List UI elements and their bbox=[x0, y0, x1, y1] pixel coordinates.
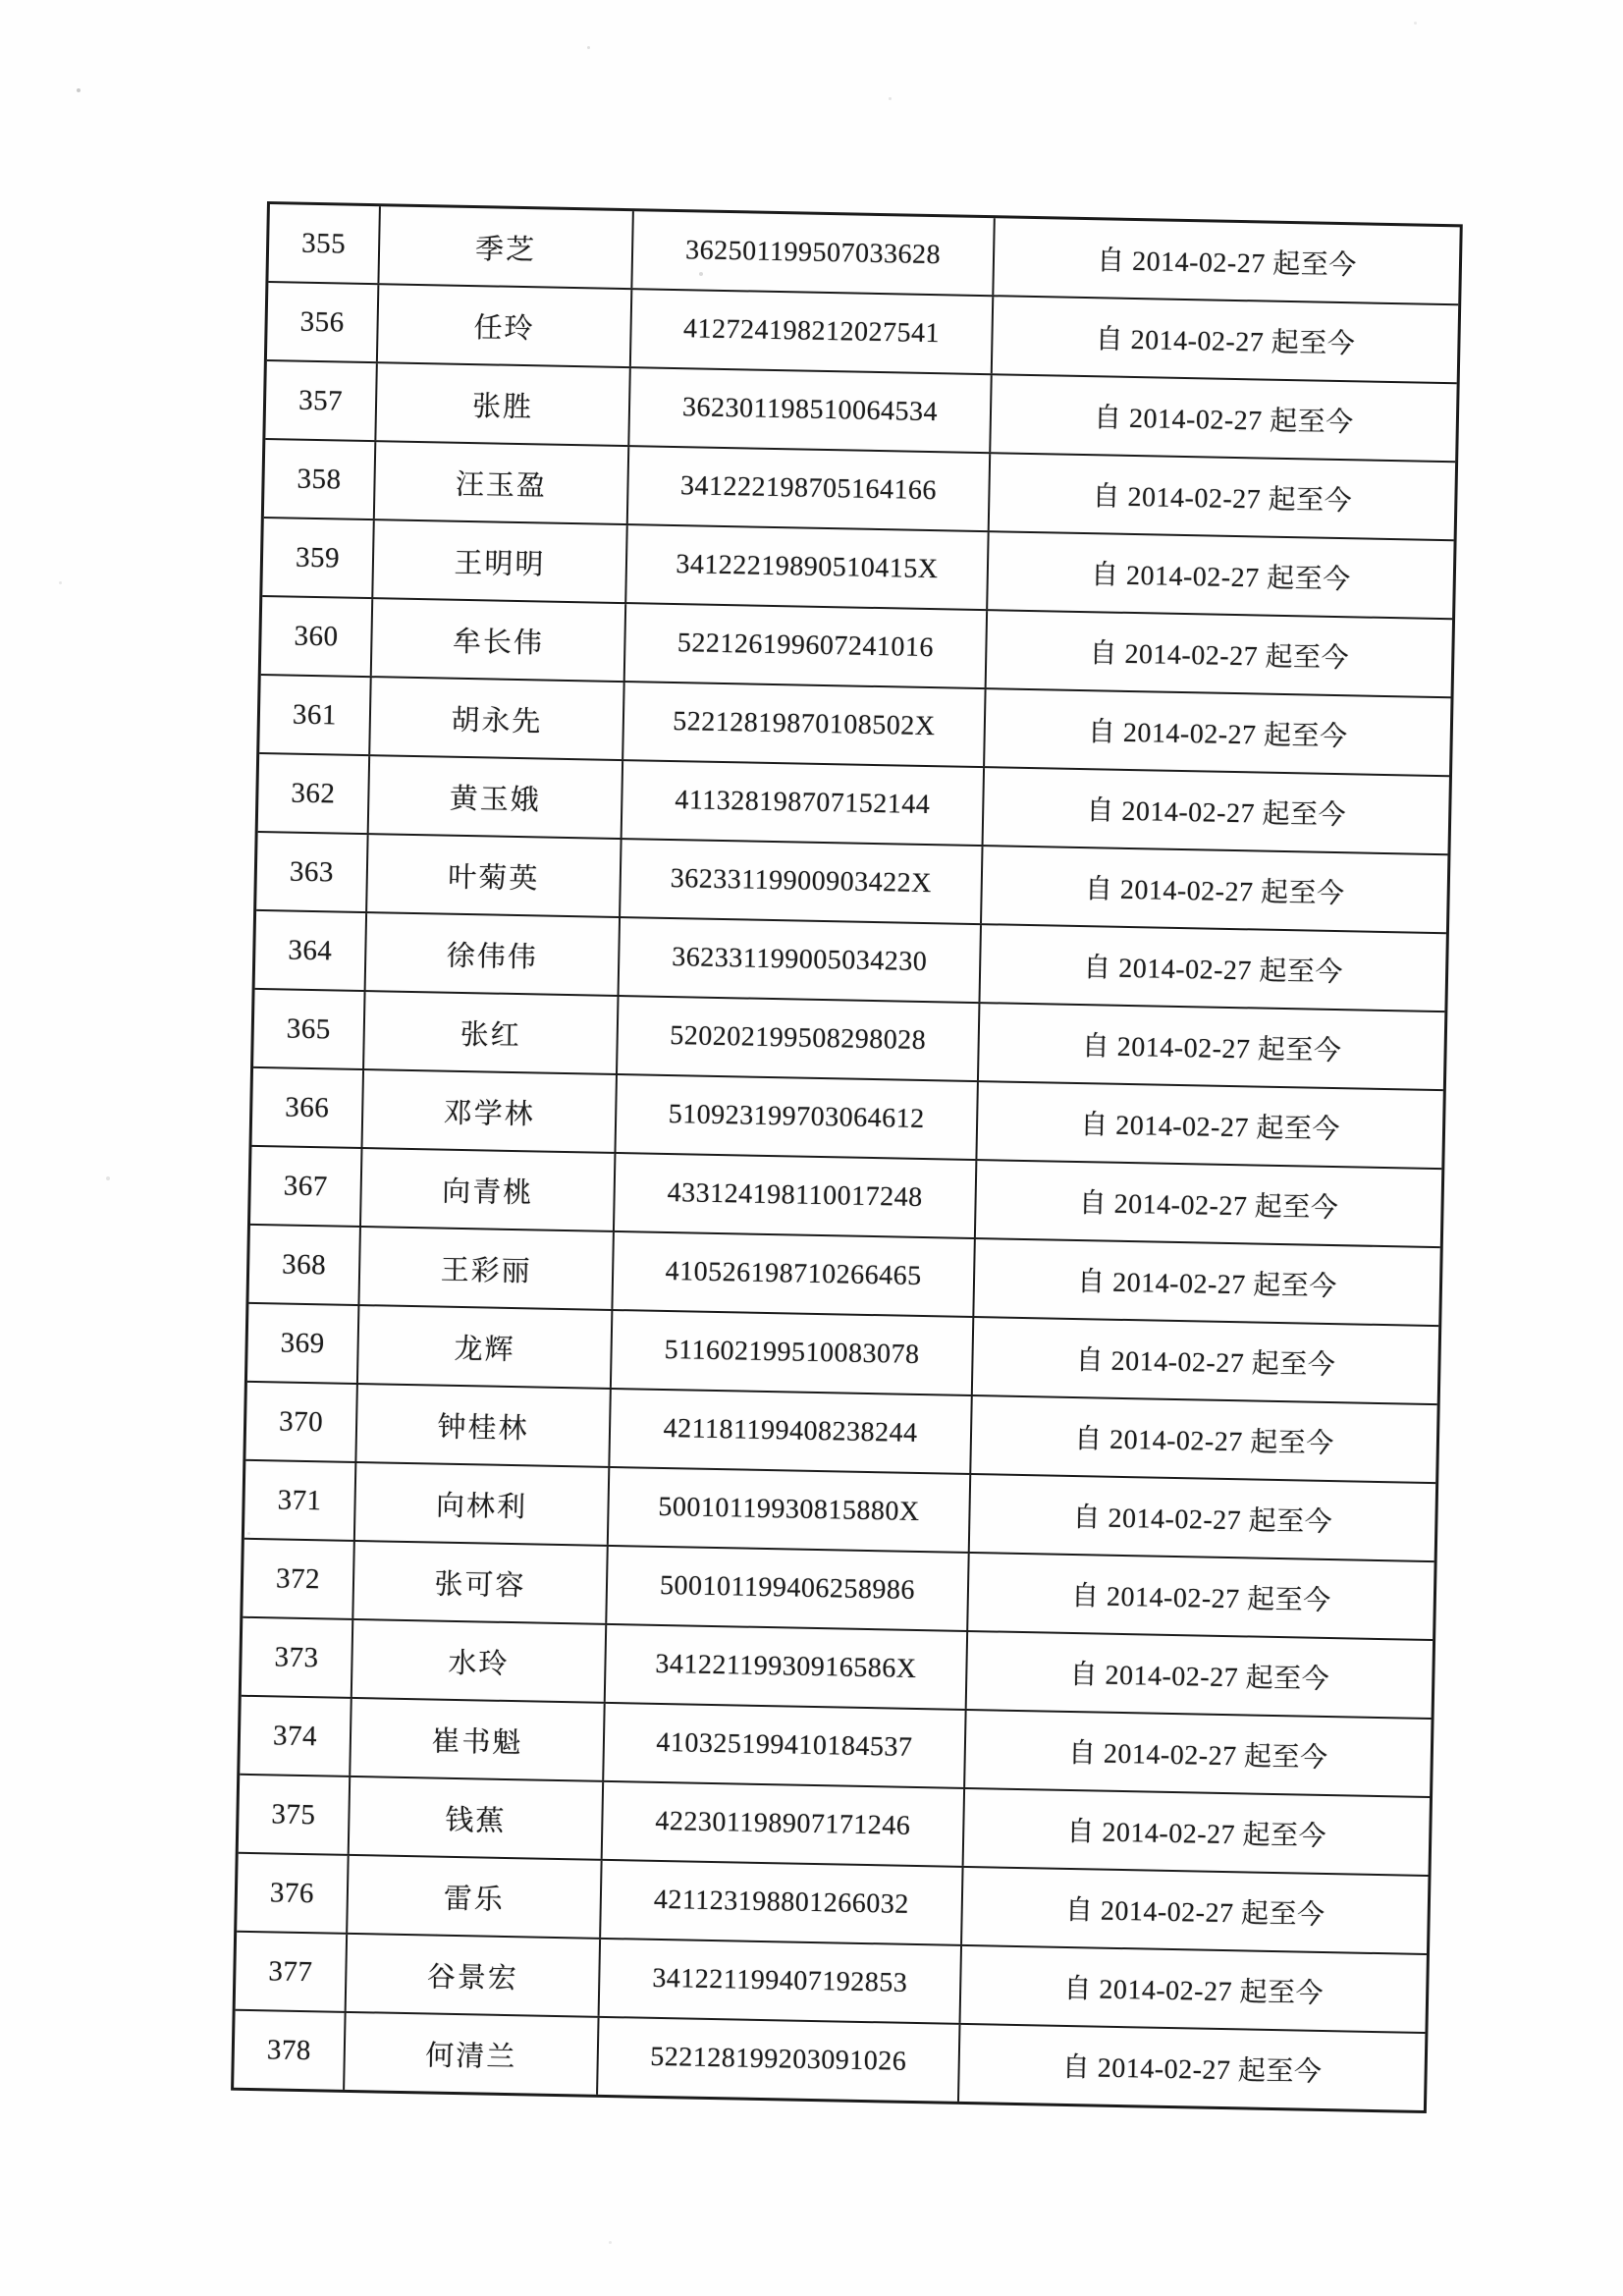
row-number-cell: 356 bbox=[267, 283, 379, 361]
row-number-cell: 375 bbox=[239, 1776, 351, 1854]
scan-speck bbox=[889, 97, 892, 100]
row-number-cell: 378 bbox=[234, 2011, 346, 2090]
validity-period-cell: 自 2014-02-27 起至今 bbox=[1095, 324, 1356, 360]
person-name-cell: 任玲 bbox=[378, 285, 632, 366]
id-number-cell: 511602199510083078 bbox=[612, 1311, 974, 1394]
id-number-cell: 412724198212027541 bbox=[631, 290, 994, 373]
scan-speck bbox=[587, 46, 590, 49]
person-name-cell: 叶菊英 bbox=[367, 835, 622, 916]
validity-period-cell: 自 2014-02-27 起至今 bbox=[1096, 246, 1358, 282]
validity-period-cell: 自 2014-02-27 起至今 bbox=[1069, 1659, 1330, 1696]
validity-period-cell: 自 2014-02-27 起至今 bbox=[1066, 1816, 1327, 1853]
id-number-cell: 421181199408238244 bbox=[610, 1390, 972, 1473]
person-name-cell: 崔书魁 bbox=[351, 1699, 605, 1780]
validity-period-cell: 自 2014-02-27 起至今 bbox=[1079, 1110, 1341, 1146]
validity-period-cell: 自 2014-02-27 起至今 bbox=[1092, 481, 1353, 518]
validity-period-cell: 自 2014-02-27 起至今 bbox=[1087, 717, 1348, 753]
id-number-cell: 50010119930815880X bbox=[609, 1468, 971, 1552]
row-number-cell: 373 bbox=[242, 1618, 353, 1697]
row-number-cell: 369 bbox=[247, 1304, 359, 1383]
validity-period-cell: 自 2014-02-27 起至今 bbox=[1078, 1188, 1339, 1225]
validity-period-cell: 自 2014-02-27 起至今 bbox=[1081, 1031, 1342, 1067]
id-number-cell: 422301198907171246 bbox=[603, 1782, 965, 1866]
validity-period-cell: 自 2014-02-27 起至今 bbox=[1070, 1580, 1331, 1617]
id-number-cell: 410526198710266465 bbox=[613, 1232, 975, 1316]
row-number-cell: 376 bbox=[237, 1854, 349, 1933]
person-name-cell: 水玲 bbox=[352, 1620, 607, 1702]
person-name-cell: 钟桂林 bbox=[356, 1385, 611, 1466]
id-number-cell: 522128199203091026 bbox=[598, 2018, 960, 2102]
validity-period-cell: 自 2014-02-27 起至今 bbox=[1083, 953, 1344, 989]
person-name-cell: 张可容 bbox=[353, 1542, 608, 1623]
row-number-cell: 358 bbox=[264, 440, 376, 519]
id-number-cell: 34122219890510415X bbox=[626, 525, 989, 609]
row-number-cell: 372 bbox=[243, 1540, 354, 1618]
validity-period-cell: 自 2014-02-27 起至今 bbox=[1086, 795, 1347, 832]
id-number-cell: 520202199508298028 bbox=[618, 997, 980, 1080]
id-number-cell: 410325199410184537 bbox=[604, 1704, 966, 1787]
row-number-cell: 377 bbox=[236, 1933, 348, 2011]
id-number-cell: 500101199406258986 bbox=[607, 1547, 969, 1630]
row-number-cell: 366 bbox=[252, 1068, 364, 1147]
validity-period-cell: 自 2014-02-27 起至今 bbox=[1093, 403, 1354, 439]
row-number-cell: 374 bbox=[240, 1697, 352, 1776]
id-number-cell: 421123198801266032 bbox=[601, 1861, 963, 1944]
row-number-cell: 355 bbox=[268, 204, 380, 283]
person-name-cell: 向林利 bbox=[355, 1463, 610, 1545]
validity-period-cell: 自 2014-02-27 起至今 bbox=[1090, 560, 1351, 596]
id-number-cell: 362301198510064534 bbox=[629, 368, 992, 452]
person-name-cell: 季芝 bbox=[379, 206, 633, 288]
person-name-cell: 张红 bbox=[364, 992, 619, 1073]
scan-speck bbox=[59, 581, 62, 584]
row-number-cell: 357 bbox=[265, 361, 377, 440]
person-name-cell: 邓学林 bbox=[363, 1070, 618, 1152]
validity-period-cell: 自 2014-02-27 起至今 bbox=[1089, 638, 1350, 675]
person-name-cell: 向青桃 bbox=[361, 1149, 616, 1230]
id-number-cell: 52212819870108502X bbox=[623, 683, 986, 766]
person-name-cell: 钱蕉 bbox=[350, 1777, 604, 1859]
row-number-cell: 367 bbox=[250, 1147, 362, 1226]
person-name-cell: 张胜 bbox=[376, 363, 630, 445]
id-number-cell: 362331199005034230 bbox=[620, 918, 982, 1002]
id-number-cell: 411328198707152144 bbox=[622, 761, 985, 845]
person-name-cell: 黄玉娥 bbox=[369, 756, 623, 838]
row-number-cell: 362 bbox=[258, 754, 370, 833]
records-table bbox=[231, 201, 1463, 2113]
validity-period-cell: 自 2014-02-27 起至今 bbox=[1064, 1894, 1325, 1932]
scan-speck bbox=[1414, 22, 1417, 25]
row-number-cell: 371 bbox=[244, 1461, 356, 1540]
id-number-cell: 34122119930916586X bbox=[606, 1625, 968, 1709]
row-number-cell: 361 bbox=[259, 676, 371, 754]
person-name-cell: 牟长伟 bbox=[372, 599, 626, 681]
id-number-cell: 362501199507033628 bbox=[632, 211, 995, 295]
id-number-cell: 36233119900903422X bbox=[621, 840, 983, 923]
person-name-cell: 雷乐 bbox=[348, 1856, 602, 1938]
row-number-cell: 363 bbox=[256, 833, 368, 911]
row-number-cell: 359 bbox=[262, 519, 374, 597]
scan-speck bbox=[77, 88, 81, 92]
validity-period-cell: 自 2014-02-27 起至今 bbox=[1084, 874, 1345, 910]
id-number-cell: 510923199703064612 bbox=[616, 1075, 978, 1159]
person-name-cell: 王明明 bbox=[373, 520, 627, 602]
scan-speck bbox=[106, 1176, 110, 1180]
person-name-cell: 王彩丽 bbox=[359, 1228, 614, 1309]
id-number-cell: 522126199607241016 bbox=[625, 604, 988, 687]
validity-period-cell: 自 2014-02-27 起至今 bbox=[1072, 1503, 1333, 1539]
person-name-cell: 龙辉 bbox=[358, 1306, 613, 1388]
id-number-cell: 341222198705164166 bbox=[628, 447, 991, 530]
validity-period-cell: 自 2014-02-27 起至今 bbox=[1075, 1345, 1336, 1382]
person-name-cell: 徐伟伟 bbox=[366, 913, 621, 995]
row-number-cell: 368 bbox=[248, 1226, 360, 1304]
id-number-cell: 433124198110017248 bbox=[615, 1154, 977, 1237]
row-number-cell: 364 bbox=[255, 911, 367, 990]
person-name-cell: 胡永先 bbox=[370, 678, 624, 759]
id-number-cell: 341221199407192853 bbox=[600, 1940, 962, 2023]
person-name-cell: 汪玉盈 bbox=[375, 442, 629, 523]
validity-period-cell: 自 2014-02-27 起至今 bbox=[1061, 2051, 1323, 2088]
row-number-cell: 370 bbox=[245, 1383, 357, 1461]
validity-period-cell: 自 2014-02-27 起至今 bbox=[1076, 1267, 1338, 1303]
person-name-cell: 何清兰 bbox=[345, 2013, 599, 2095]
scan-speck bbox=[609, 2241, 612, 2244]
person-name-cell: 谷景宏 bbox=[347, 1935, 601, 2016]
row-number-cell: 365 bbox=[253, 990, 365, 1068]
validity-period-cell: 自 2014-02-27 起至今 bbox=[1067, 1737, 1328, 1775]
validity-period-cell: 自 2014-02-27 起至今 bbox=[1063, 1973, 1325, 2009]
row-number-cell: 360 bbox=[261, 597, 373, 676]
validity-period-cell: 自 2014-02-27 起至今 bbox=[1073, 1424, 1335, 1460]
